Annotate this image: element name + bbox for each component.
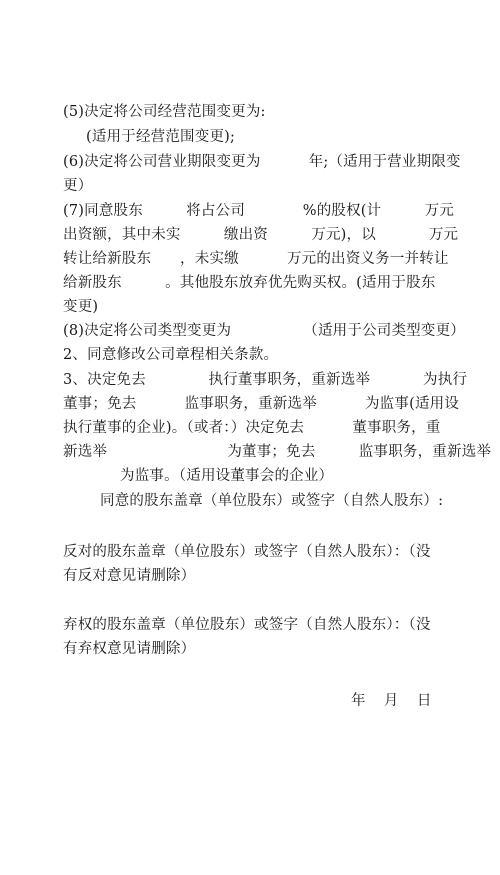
clause-7-line-4: 给新股东 。其他股东放弃优先购买权。(适用于股东 — [63, 275, 436, 291]
clause-7-line-5: 变更) — [63, 299, 99, 315]
oppose-signature-line-2: 有反对意见请删除） — [63, 568, 196, 584]
item-3-line-3: 执行董事的企业)。（或者：）决定免去 董事职务，重 — [63, 420, 441, 436]
clause-5-line-2: (适用于经营范围变更); — [86, 129, 236, 145]
item-3-line-1: 3、决定免去 执行董事职务，重新选举 为执行 — [63, 372, 468, 388]
clause-5-line-1: (5)决定将公司经营范围变更为: — [63, 104, 266, 120]
date-line: 年 月 日 — [351, 693, 432, 709]
item-3-line-2: 董事；免去 监事职务，重新选举 为监事(适用设 — [63, 396, 460, 412]
clause-6-line-1: (6)决定将公司营业期限变更为 年;（适用于营业期限变 — [63, 154, 461, 170]
abstain-signature-line-1: 弃权的股东盖章（单位股东）或签字（自然人股东）：（没 — [63, 617, 431, 633]
clause-7-line-3: 转让给新股东 ，未实缴 万元的出资义务一并转让 — [63, 251, 449, 267]
abstain-signature-line-2: 有弃权意见请删除） — [63, 641, 196, 657]
clause-7-line-2: 出资额，其中未实 缴出资 万元)，以 万元 — [63, 227, 459, 243]
item-2-line: 2、同意修改公司章程相关条款。 — [63, 347, 279, 363]
clause-6-line-2: 更） — [63, 178, 93, 194]
item-3-line-5: 为监事。（适用设董事会的企业） — [120, 468, 334, 484]
item-3-line-4: 新选举 为董事；免去 监事职务，重新选举 — [63, 444, 492, 460]
clause-8-line: (8)决定将公司类型变更为 （适用于公司类型变更） — [63, 323, 465, 339]
oppose-signature-line-1: 反对的股东盖章（单位股东）或签字（自然人股东）：（没 — [63, 544, 431, 560]
clause-7-line-1: (7)同意股东 将占公司 %的股权(计 万元 — [63, 203, 455, 219]
agree-signature-line: 同意的股东盖章（单位股东）或签字（自然人股东）: — [100, 493, 444, 509]
